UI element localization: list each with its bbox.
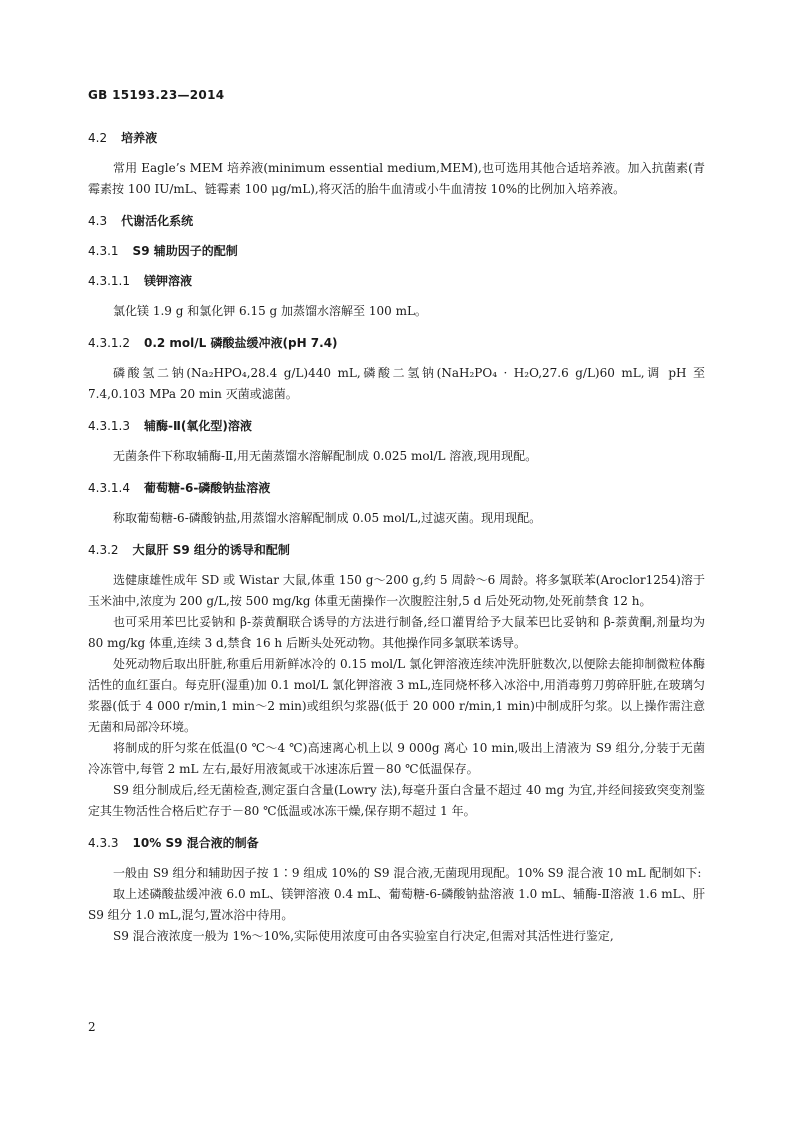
section-number: 4.3 (88, 214, 108, 228)
section-heading (88, 540, 705, 560)
section-heading (88, 333, 705, 353)
section-heading (88, 271, 705, 291)
paragraph: S9 组分制成后,经无菌检查,测定蛋白含量(Lowry 法),每毫升蛋白含量不超过 40 mg 为宜,并经间接致突变剂鉴定其生物活性合格后贮存于－80 ℃低温或冰冻干燥,保存期不超过 1 年。 (88, 783, 705, 818)
section-heading (88, 478, 705, 498)
section-title: 10% S9 混合液的制备 (132, 836, 259, 850)
section-title: 培养液 (121, 131, 158, 145)
section-heading (88, 833, 705, 853)
section-title: 葡萄糖-6-磷酸钠盐溶液 (143, 481, 271, 495)
standard-id: GB 15193.23—2014 (88, 88, 225, 102)
section-heading (88, 128, 705, 148)
document-body (88, 128, 705, 947)
section-number: 4.2 (88, 131, 108, 145)
section-title: 辅酶-Ⅱ(氧化型)溶液 (143, 419, 252, 433)
paragraph: S9 混合液浓度一般为 1%～10%,实际使用浓度可由各实验室自行决定,但需对其活性进行鉴定, (113, 929, 614, 943)
paragraph: 选健康雄性成年 SD 或 Wistar 大鼠,体重 150 g～200 g,约 5 周龄～6 周龄。将多氯联苯(Aroclor1254)溶于玉米油中,浓度为 200 g/L,按 500 mg/kg 体重无菌操作一次腹腔注射,5 d 后处死动物,处死前禁食 12 h。 (88, 573, 705, 608)
paragraph: 氯化镁 1.9 g 和氯化钾 6.15 g 加蒸馏水溶解至 100 mL。 (113, 304, 427, 318)
paragraph: 处死动物后取出肝脏,称重后用新鲜冰冷的 0.15 mol/L 氯化钾溶液连续冲洗肝脏数次,以便除去能抑制微粒体酶活性的血红蛋白。每克肝(湿重)加 0.1 mol/L 氯化钾溶液 3 mL,连同烧杯移入冰浴中,用消毒剪刀剪碎肝脏,在玻璃匀浆器(低于 4 000 r/min,1 min～2 min)或组织匀浆器(低于 20 000 r/min,1 min)中制成肝匀浆。以上操作需注意无菌和局部冷环境。 (88, 657, 705, 734)
section-number: 4.3.3 (88, 836, 119, 850)
section-number: 4.3.1.4 (88, 481, 130, 495)
section-number: 4.3.1.1 (88, 274, 130, 288)
paragraph: 将制成的肝匀浆在低温(0 ℃～4 ℃)高速离心机上以 9 000g 离心 10 min,吸出上清液为 S9 组分,分装于无菌冷冻管中,每管 2 mL 左右,最好用液氮或干冰速冻后置－80 ℃低温保存。 (88, 741, 705, 776)
paragraph: 取上述磷酸盐缓冲液 6.0 mL、镁钾溶液 0.4 mL、葡萄糖-6-磷酸钠盐溶液 1.0 mL、辅酶-Ⅱ溶液 1.6 mL、肝 S9 组分 1.0 mL,混匀,置冰浴中待用。 (88, 887, 705, 922)
section-title: 镁钾溶液 (143, 274, 192, 288)
section-title: 0.2 mol/L 磷酸盐缓冲液(pH 7.4) (143, 336, 338, 350)
paragraph: 一般由 S9 组分和辅助因子按 1∶9 组成 10%的 S9 混合液,无菌现用现配。10% S9 混合液 10 mL 配制如下: (113, 866, 702, 880)
section-title: 大鼠肝 S9 组分的诱导和配制 (132, 543, 290, 557)
section-number: 4.3.1.2 (88, 336, 130, 350)
section-number: 4.3.1 (88, 244, 119, 258)
paragraph: 称取葡萄糖-6-磷酸钠盐,用蒸馏水溶解配制成 0.05 mol/L,过滤灭菌。现用现配。 (113, 511, 542, 525)
paragraph: 也可采用苯巴比妥钠和 β-萘黄酮联合诱导的方法进行制备,经口灌胃给予大鼠苯巴比妥钠和 β-萘黄酮,剂量均为 80 mg/kg 体重,连续 3 d,禁食 16 h 后断头处死动物。其他操作同多氯联苯诱导。 (88, 615, 705, 650)
paragraph: 无菌条件下称取辅酶-Ⅱ,用无菌蒸馏水溶解配制成 0.025 mol/L 溶液,现用现配。 (113, 449, 538, 463)
paragraph: 常用 Eagle’s MEM 培养液(minimum essential medium,MEM),也可选用其他合适培养液。加入抗菌素(青霉素按 100 IU/mL、链霉素 100 μg/mL),将灭活的胎牛血清或小牛血清按 10%的比例加入培养液。 (88, 161, 705, 196)
section-number: 4.3.2 (88, 543, 119, 557)
page-number: 2 (88, 1020, 96, 1034)
section-heading (88, 211, 705, 231)
section-number: 4.3.1.3 (88, 419, 130, 433)
section-title: 代谢活化系统 (121, 214, 194, 228)
paragraph: 磷酸氢二钠(Na₂HPO₄,28.4 g/L)440 mL,磷酸二氢钠(NaH₂PO₄ · H₂O,27.6 g/L)60 mL,调 pH 至 7.4,0.103 MPa 20 min 灭菌或滤菌。 (88, 366, 705, 401)
section-heading (88, 241, 705, 261)
section-title: S9 辅助因子的配制 (132, 244, 238, 258)
section-heading (88, 416, 705, 436)
